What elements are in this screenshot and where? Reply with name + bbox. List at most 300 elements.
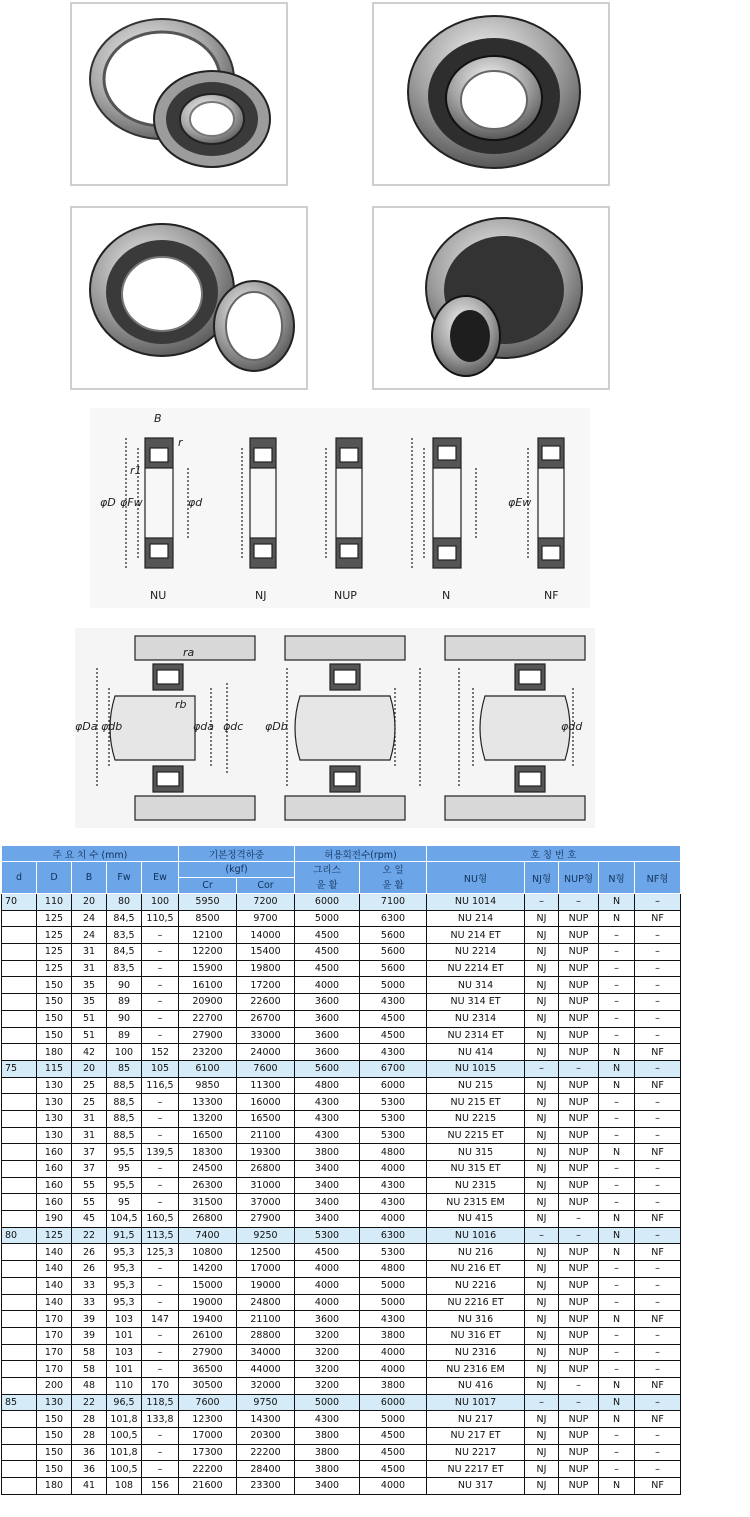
table-cell: – <box>142 1361 179 1378</box>
table-cell: 48 <box>72 1377 107 1394</box>
table-cell: 45 <box>72 1211 107 1228</box>
table-row <box>2 1261 681 1278</box>
table-cell: 5000 <box>360 1277 427 1294</box>
table-cell: NU 414 <box>427 1044 525 1061</box>
table-cell: 8500 <box>179 910 237 927</box>
symbol-phi-da-outer: φDa <box>75 720 98 733</box>
table-cell: 58 <box>72 1361 107 1378</box>
table-cell: 4000 <box>360 1344 427 1361</box>
table-cell: 37000 <box>237 1194 295 1211</box>
table-cell: 3600 <box>295 994 360 1011</box>
col-nu: NU형 <box>427 862 525 894</box>
table-cell: 25 <box>72 1077 107 1094</box>
table-cell: NJ <box>525 1294 559 1311</box>
table-cell: 27900 <box>179 1344 237 1361</box>
table-row <box>2 1027 681 1044</box>
table-cell: NU 1014 <box>427 894 525 911</box>
table-cell: 15400 <box>237 944 295 961</box>
table-cell: 37 <box>72 1161 107 1178</box>
table-cell: N <box>599 1211 635 1228</box>
table-cell: – <box>635 1261 681 1278</box>
table-cell: NU 2314 ET <box>427 1027 525 1044</box>
table-cell: NUP <box>559 1144 599 1161</box>
table-cell: 100,5 <box>107 1428 142 1445</box>
table-cell: NF <box>635 1077 681 1094</box>
table-cell: NUP <box>559 1027 599 1044</box>
type-label-n: N <box>442 589 451 602</box>
table-cell: 150 <box>37 1428 72 1445</box>
table-cell: 7600 <box>237 1060 295 1077</box>
col-cr: Cr <box>179 878 237 894</box>
table-cell <box>2 1127 37 1144</box>
table-cell: – <box>599 944 635 961</box>
table-cell: NUP <box>559 1261 599 1278</box>
table-cell: – <box>525 1394 559 1411</box>
table-cell: NJ <box>525 1277 559 1294</box>
table-cell: 44000 <box>237 1361 295 1378</box>
table-cell: 5300 <box>360 1244 427 1261</box>
cage-bearing-photo <box>372 2 610 186</box>
col-fw: Fw <box>107 862 142 894</box>
table-cell: 20300 <box>237 1428 295 1445</box>
table-cell: 4500 <box>295 1244 360 1261</box>
table-cell: 6000 <box>360 1077 427 1094</box>
table-row <box>2 1394 681 1411</box>
table-cell: NU 314 ET <box>427 994 525 1011</box>
table-cell: 24 <box>72 910 107 927</box>
table-cell: 23300 <box>237 1478 295 1495</box>
bearing-spec-table <box>1 845 681 1495</box>
table-cell: NU 415 <box>427 1211 525 1228</box>
table-cell: 130 <box>37 1094 72 1111</box>
table-cell: 3600 <box>295 1044 360 1061</box>
type-label-nup: NUP <box>334 589 357 602</box>
table-row <box>2 1010 681 1027</box>
table-cell: NU 2315 <box>427 1177 525 1194</box>
table-cell: NU 2216 ET <box>427 1294 525 1311</box>
table-cell <box>2 1361 37 1378</box>
table-cell: 22 <box>72 1394 107 1411</box>
table-cell: 4300 <box>295 1094 360 1111</box>
table-cell: 25 <box>72 1094 107 1111</box>
table-cell: – <box>142 994 179 1011</box>
table-row <box>2 1411 681 1428</box>
table-cell: 5000 <box>360 977 427 994</box>
table-cell: – <box>142 1177 179 1194</box>
table-cell: NU 2214 <box>427 944 525 961</box>
table-cell: NF <box>635 1211 681 1228</box>
table-cell: 3400 <box>295 1211 360 1228</box>
table-cell: 26 <box>72 1261 107 1278</box>
table-cell: 101 <box>107 1327 142 1344</box>
table-cell: – <box>635 960 681 977</box>
table-cell: NU 416 <box>427 1377 525 1394</box>
table-cell <box>2 910 37 927</box>
table-cell: NU 314 <box>427 977 525 994</box>
table-cell: – <box>599 960 635 977</box>
table-cell: – <box>599 927 635 944</box>
table-cell: N <box>599 1377 635 1394</box>
table-cell: NJ <box>525 1377 559 1394</box>
table-cell: NUP <box>559 1311 599 1328</box>
table-cell: 80 <box>107 894 142 911</box>
table-cell: N <box>599 1077 635 1094</box>
table-cell: NU 1017 <box>427 1394 525 1411</box>
col-cor: Cor <box>237 878 295 894</box>
table-cell: – <box>635 1227 681 1244</box>
table-cell: 160 <box>37 1144 72 1161</box>
table-row <box>2 910 681 927</box>
table-cell: 26800 <box>179 1211 237 1228</box>
table-cell: 7200 <box>237 894 295 911</box>
table-cell <box>2 1327 37 1344</box>
table-cell <box>2 1177 37 1194</box>
table-cell: 36 <box>72 1444 107 1461</box>
table-cell: – <box>599 994 635 1011</box>
table-cell: 22200 <box>179 1461 237 1478</box>
table-row <box>2 1327 681 1344</box>
table-cell: 7400 <box>179 1227 237 1244</box>
table-cell: N <box>599 1478 635 1495</box>
table-cell: 19300 <box>237 1144 295 1161</box>
table-cell: NU 315 ET <box>427 1161 525 1178</box>
table-cell: 3600 <box>295 1311 360 1328</box>
table-cell: – <box>525 1060 559 1077</box>
table-cell: 22700 <box>179 1010 237 1027</box>
table-cell: 200 <box>37 1377 72 1394</box>
table-cell: 51 <box>72 1010 107 1027</box>
table-cell: – <box>599 1294 635 1311</box>
table-cell: 190 <box>37 1211 72 1228</box>
table-cell: 39 <box>72 1327 107 1344</box>
table-cell: 12100 <box>179 927 237 944</box>
table-cell: NUP <box>559 927 599 944</box>
table-cell: 26300 <box>179 1177 237 1194</box>
table-cell: 3800 <box>295 1461 360 1478</box>
table-cell: – <box>635 1110 681 1127</box>
table-cell <box>2 1244 37 1261</box>
symbol-phi-d-outer: φD <box>100 496 116 509</box>
table-cell: 6300 <box>360 1227 427 1244</box>
table-cell: 130 <box>37 1077 72 1094</box>
table-row <box>2 1461 681 1478</box>
table-cell: 3200 <box>295 1327 360 1344</box>
table-cell: NUP <box>559 1361 599 1378</box>
table-cell: 4000 <box>360 1211 427 1228</box>
table-cell <box>2 1411 37 1428</box>
table-cell: – <box>559 894 599 911</box>
roller-set-photo <box>70 206 308 390</box>
table-cell: 170 <box>37 1311 72 1328</box>
table-cell: 3400 <box>295 1478 360 1495</box>
table-cell: 5600 <box>360 927 427 944</box>
table-cell: 19400 <box>179 1311 237 1328</box>
table-cell: 55 <box>72 1177 107 1194</box>
table-cell: NUP <box>559 1244 599 1261</box>
table-cell <box>2 1311 37 1328</box>
table-row <box>2 1060 681 1077</box>
table-row <box>2 960 681 977</box>
table-cell <box>2 1094 37 1111</box>
table-cell: NJ <box>525 910 559 927</box>
table-cell: 9850 <box>179 1077 237 1094</box>
table-cell: NJ <box>525 1094 559 1111</box>
table-cell: NUP <box>559 1127 599 1144</box>
col-grease: 그리스 윤 활 <box>295 862 360 894</box>
table-cell: 16500 <box>179 1127 237 1144</box>
table-cell: 110 <box>107 1377 142 1394</box>
table-cell: 150 <box>37 1444 72 1461</box>
table-cell: 90 <box>107 1010 142 1027</box>
table-cell: NU 2215 ET <box>427 1127 525 1144</box>
table-cell: 103 <box>107 1344 142 1361</box>
table-cell: 11300 <box>237 1077 295 1094</box>
table-cell: NU 316 ET <box>427 1327 525 1344</box>
table-cell: 150 <box>37 1461 72 1478</box>
table-cell: NJ <box>525 994 559 1011</box>
table-cell <box>2 977 37 994</box>
table-cell: – <box>599 1177 635 1194</box>
table-cell: 3800 <box>360 1327 427 1344</box>
table-cell: 33000 <box>237 1027 295 1044</box>
type-label-nj: NJ <box>255 589 267 602</box>
table-cell: 89 <box>107 1027 142 1044</box>
table-cell: 180 <box>37 1478 72 1495</box>
table-cell: – <box>142 1444 179 1461</box>
table-cell <box>2 1144 37 1161</box>
table-cell: NUP <box>559 1277 599 1294</box>
table-cell: 170 <box>37 1327 72 1344</box>
table-cell: 170 <box>37 1361 72 1378</box>
table-row <box>2 1311 681 1328</box>
table-cell: – <box>142 1344 179 1361</box>
table-cell: 31000 <box>237 1177 295 1194</box>
table-cell: N <box>599 1227 635 1244</box>
symbol-phi-dd: φdd <box>561 720 583 733</box>
table-cell <box>2 1110 37 1127</box>
table-cell: NU 2316 EM <box>427 1361 525 1378</box>
table-cell: NU 214 <box>427 910 525 927</box>
table-cell: 21100 <box>237 1127 295 1144</box>
table-cell: 24 <box>72 927 107 944</box>
table-cell <box>2 1478 37 1495</box>
table-cell: NUP <box>559 1094 599 1111</box>
table-cell: NJ <box>525 927 559 944</box>
table-cell: 28800 <box>237 1327 295 1344</box>
table-cell: – <box>599 1261 635 1278</box>
table-cell <box>2 1444 37 1461</box>
table-cell: NJ <box>525 1428 559 1445</box>
table-cell: 110,5 <box>142 910 179 927</box>
table-cell: 34000 <box>237 1344 295 1361</box>
table-cell: 27900 <box>179 1027 237 1044</box>
table-cell: N <box>599 1144 635 1161</box>
table-cell: – <box>142 1110 179 1127</box>
table-cell <box>2 1277 37 1294</box>
table-cell: 108 <box>107 1478 142 1495</box>
table-cell: N <box>599 1411 635 1428</box>
table-cell: 3800 <box>295 1444 360 1461</box>
table-cell: NU 315 <box>427 1144 525 1161</box>
table-cell: NUP <box>559 960 599 977</box>
table-cell: 95,5 <box>107 1177 142 1194</box>
table-cell: 6000 <box>295 894 360 911</box>
table-cell: 160 <box>37 1161 72 1178</box>
assembled-bearing-photo <box>372 206 610 390</box>
table-cell: – <box>142 1428 179 1445</box>
table-cell: – <box>635 1010 681 1027</box>
table-cell: 4000 <box>295 1294 360 1311</box>
table-cell: NF <box>635 1144 681 1161</box>
table-cell: 4000 <box>295 1277 360 1294</box>
table-cell: 28 <box>72 1428 107 1445</box>
table-cell: NJ <box>525 1327 559 1344</box>
table-cell: 3800 <box>295 1144 360 1161</box>
table-cell: NJ <box>525 1361 559 1378</box>
mounting-dimensions-diagram <box>75 628 595 828</box>
table-cell: 4500 <box>295 927 360 944</box>
table-cell: 12200 <box>179 944 237 961</box>
table-cell: NUP <box>559 977 599 994</box>
table-cell: 101 <box>107 1361 142 1378</box>
table-cell: 4000 <box>295 1261 360 1278</box>
table-cell: 4500 <box>295 944 360 961</box>
symbol-phi-db: φdb <box>101 720 123 733</box>
table-cell: – <box>599 977 635 994</box>
table-cell: 83,5 <box>107 960 142 977</box>
table-cell: 37 <box>72 1144 107 1161</box>
table-cell: NUP <box>559 1110 599 1127</box>
table-cell: NUP <box>559 1044 599 1061</box>
table-cell: N <box>599 1311 635 1328</box>
table-cell: 130 <box>37 1394 72 1411</box>
table-cell: NUP <box>559 1327 599 1344</box>
table-cell: 6000 <box>360 1394 427 1411</box>
table-cell: 55 <box>72 1194 107 1211</box>
table-cell: 160 <box>37 1177 72 1194</box>
header-load-unit: (kgf) <box>179 862 295 878</box>
table-cell: 4000 <box>295 977 360 994</box>
table-cell: 13200 <box>179 1110 237 1127</box>
table-cell: 118,5 <box>142 1394 179 1411</box>
table-cell: – <box>142 1010 179 1027</box>
table-cell: 18300 <box>179 1144 237 1161</box>
table-cell: 3400 <box>295 1177 360 1194</box>
table-row <box>2 944 681 961</box>
table-cell: 9750 <box>237 1394 295 1411</box>
table-cell <box>2 1010 37 1027</box>
table-cell: 5600 <box>360 944 427 961</box>
table-cell <box>2 1377 37 1394</box>
table-cell: – <box>635 1194 681 1211</box>
table-row <box>2 1044 681 1061</box>
spec-table-body <box>2 894 681 1495</box>
symbol-r: r <box>178 436 183 449</box>
table-cell: 14200 <box>179 1261 237 1278</box>
table-cell: NF <box>635 1377 681 1394</box>
table-cell: – <box>599 1110 635 1127</box>
table-cell: 6300 <box>360 910 427 927</box>
symbol-phi-ew: φEw <box>508 496 532 509</box>
table-cell: N <box>599 910 635 927</box>
table-cell: NU 2214 ET <box>427 960 525 977</box>
table-cell: 4300 <box>360 1311 427 1328</box>
table-cell: 125 <box>37 927 72 944</box>
table-cell: 31500 <box>179 1194 237 1211</box>
table-cell: – <box>635 1461 681 1478</box>
table-cell: 4000 <box>360 1161 427 1178</box>
table-row <box>2 1444 681 1461</box>
table-cell: 4500 <box>360 1010 427 1027</box>
table-row <box>2 1127 681 1144</box>
table-cell: 152 <box>142 1044 179 1061</box>
table-cell: 103 <box>107 1311 142 1328</box>
table-cell: 4800 <box>295 1077 360 1094</box>
table-cell: NU 316 <box>427 1311 525 1328</box>
table-cell: 27900 <box>237 1211 295 1228</box>
table-row <box>2 1377 681 1394</box>
table-cell: 140 <box>37 1261 72 1278</box>
table-cell: 16500 <box>237 1110 295 1127</box>
table-cell: NU 216 ET <box>427 1261 525 1278</box>
table-cell: 150 <box>37 1010 72 1027</box>
table-cell: 32000 <box>237 1377 295 1394</box>
table-cell: NF <box>635 1311 681 1328</box>
table-cell: 24000 <box>237 1044 295 1061</box>
table-cell: 5300 <box>360 1127 427 1144</box>
table-row <box>2 1144 681 1161</box>
table-cell: 7100 <box>360 894 427 911</box>
table-cell: N <box>599 1394 635 1411</box>
table-cell: – <box>142 1094 179 1111</box>
table-cell: 12300 <box>179 1411 237 1428</box>
table-cell: 4000 <box>360 1478 427 1495</box>
table-cell: NJ <box>525 1044 559 1061</box>
symbol-ra: ra <box>183 646 195 659</box>
col-ew: Ew <box>142 862 179 894</box>
table-cell: NJ <box>525 1194 559 1211</box>
table-cell: 3200 <box>295 1344 360 1361</box>
table-cell: 4300 <box>295 1110 360 1127</box>
table-cell: 95 <box>107 1161 142 1178</box>
table-row <box>2 1194 681 1211</box>
table-cell: 160 <box>37 1194 72 1211</box>
table-cell: 3800 <box>360 1377 427 1394</box>
table-cell: 17300 <box>179 1444 237 1461</box>
table-cell: 5600 <box>295 1060 360 1077</box>
table-cell: NU 1016 <box>427 1227 525 1244</box>
table-cell: – <box>525 894 559 911</box>
table-cell: NJ <box>525 960 559 977</box>
table-cell: NJ <box>525 1110 559 1127</box>
table-cell: NU 217 ET <box>427 1428 525 1445</box>
table-cell: – <box>599 1027 635 1044</box>
table-cell: 3400 <box>295 1194 360 1211</box>
table-cell: – <box>559 1060 599 1077</box>
type-label-nf: NF <box>544 589 559 602</box>
table-cell: – <box>142 977 179 994</box>
table-cell: 95,3 <box>107 1277 142 1294</box>
table-cell: NUP <box>559 1444 599 1461</box>
symbol-r1: r1 <box>130 464 142 477</box>
table-cell: – <box>635 1127 681 1144</box>
table-cell: 20900 <box>179 994 237 1011</box>
col-oil: 오 일 윤 활 <box>360 862 427 894</box>
table-cell: 3600 <box>295 1027 360 1044</box>
table-cell: N <box>599 1244 635 1261</box>
table-cell: NJ <box>525 1161 559 1178</box>
table-cell: 16000 <box>237 1094 295 1111</box>
